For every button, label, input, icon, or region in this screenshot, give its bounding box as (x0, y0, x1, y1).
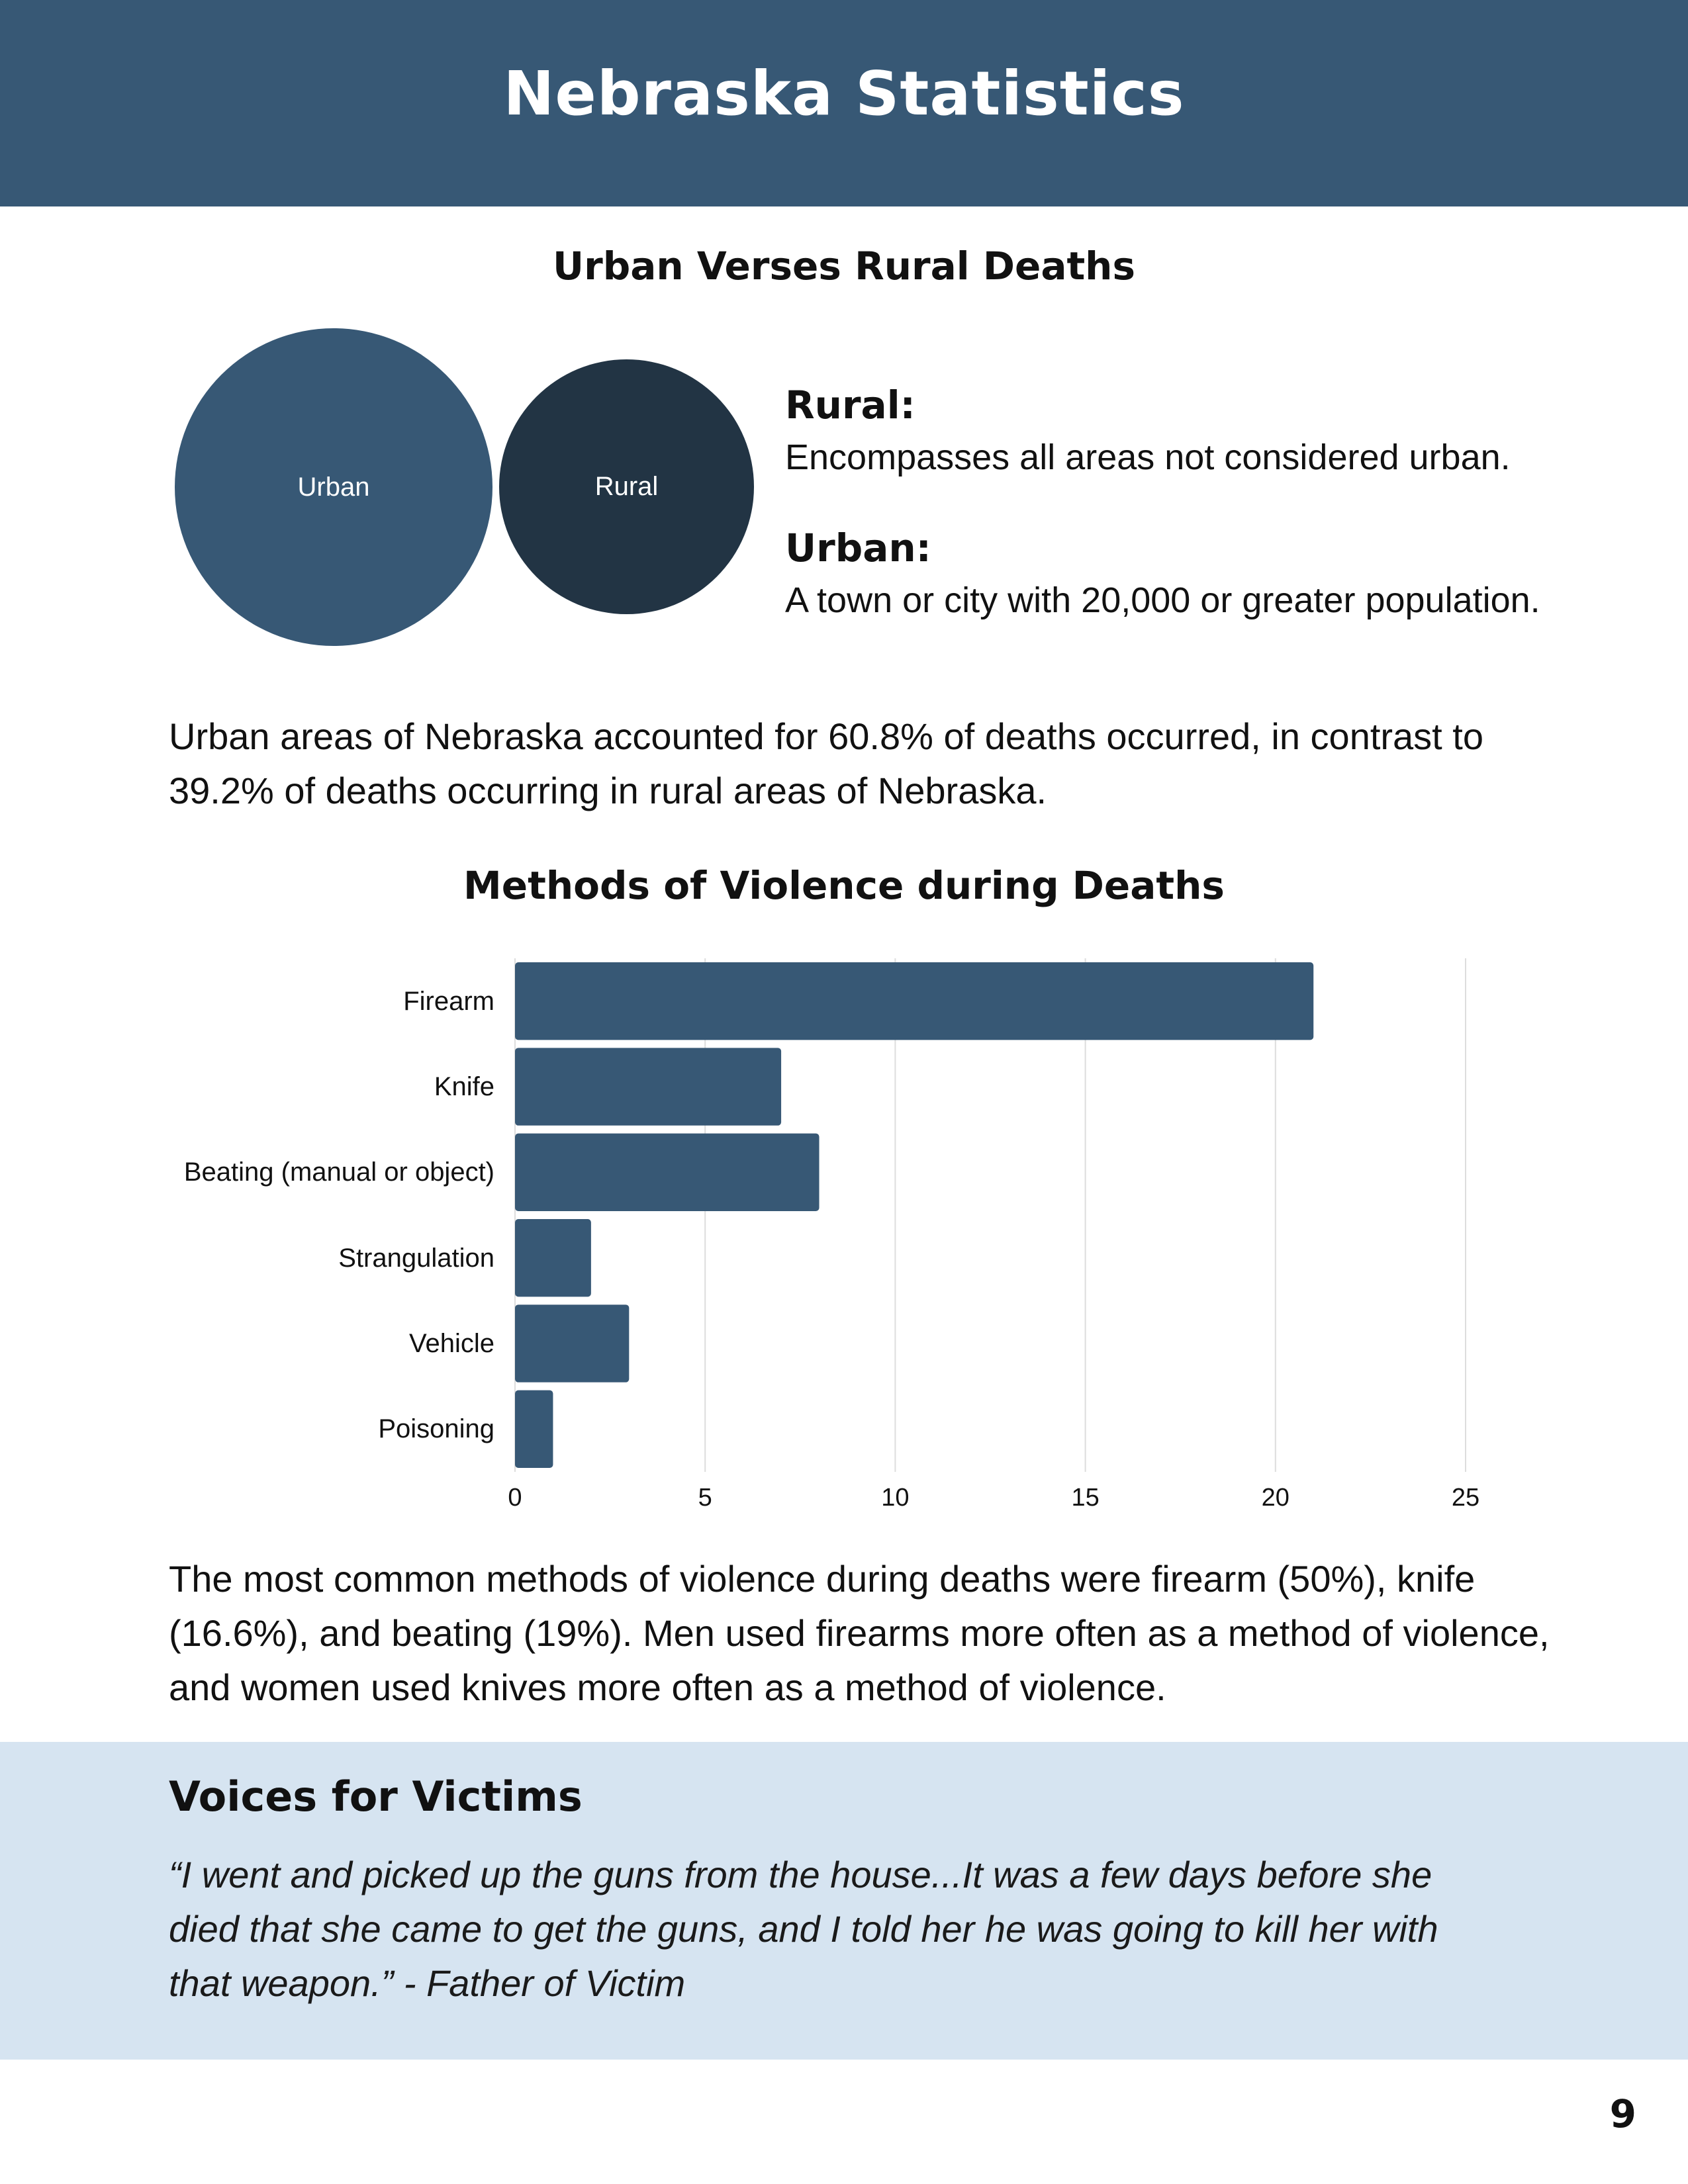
rural-definition-text: Encompasses all areas not considered urban. (785, 437, 1511, 477)
category-label: Poisoning (378, 1414, 494, 1444)
rural-bubble-label: Rural (594, 472, 659, 501)
victim-quote: “I went and picked up the guns from the house...It was a few days before she died that she came to get the guns, and I told her he was going to kill her with that weapon.” - Father of Victim (169, 1854, 1438, 2004)
category-label: Firearm (403, 986, 494, 1016)
methods-summary: The most common methods of violence during deaths were firearm (50%), knife (16.6%), and beating (19%). Men used firearms more often as a method of violence, and women used knives more often as a method of violence. (169, 1558, 1550, 1708)
bar-strangulation (515, 1219, 591, 1297)
voices-title: Voices for Victims (169, 1772, 583, 1821)
category-label: Vehicle (409, 1329, 494, 1358)
bar-vehicle (515, 1304, 629, 1382)
urban-rural-title: Urban Verses Rural Deaths (553, 244, 1135, 289)
category-label: Strangulation (338, 1243, 494, 1273)
category-label: Knife (434, 1072, 494, 1101)
bar-firearm (515, 962, 1313, 1040)
bar-poisoning (515, 1390, 553, 1468)
page-title: Nebraska Statistics (503, 58, 1185, 129)
x-tick-label-5: 5 (698, 1484, 712, 1512)
urban-definition-text: A town or city with 20,000 or greater population. (785, 580, 1540, 620)
page-number: 9 (1609, 2091, 1636, 2136)
bar-knife (515, 1048, 781, 1125)
bar-beating-manual-or-object (515, 1134, 820, 1211)
urban-bubble-label: Urban (297, 472, 370, 502)
x-tick-label-20: 20 (1261, 1484, 1289, 1512)
x-tick-label-10: 10 (881, 1484, 910, 1512)
urban-rural-summary: Urban areas of Nebraska accounted for 60.8% of deaths occurred, in contrast to 39.2% of deaths occurring in rural areas of Nebraska. (169, 715, 1484, 811)
urban-definition-term: Urban: (785, 525, 931, 570)
category-label: Beating (manual or object) (183, 1158, 494, 1187)
rural-definition-term: Rural: (785, 383, 915, 428)
x-tick-label-25: 25 (1451, 1484, 1480, 1512)
x-tick-label-0: 0 (508, 1484, 522, 1512)
x-tick-label-15: 15 (1071, 1484, 1100, 1512)
methods-title: Methods of Violence during Deaths (463, 863, 1225, 908)
